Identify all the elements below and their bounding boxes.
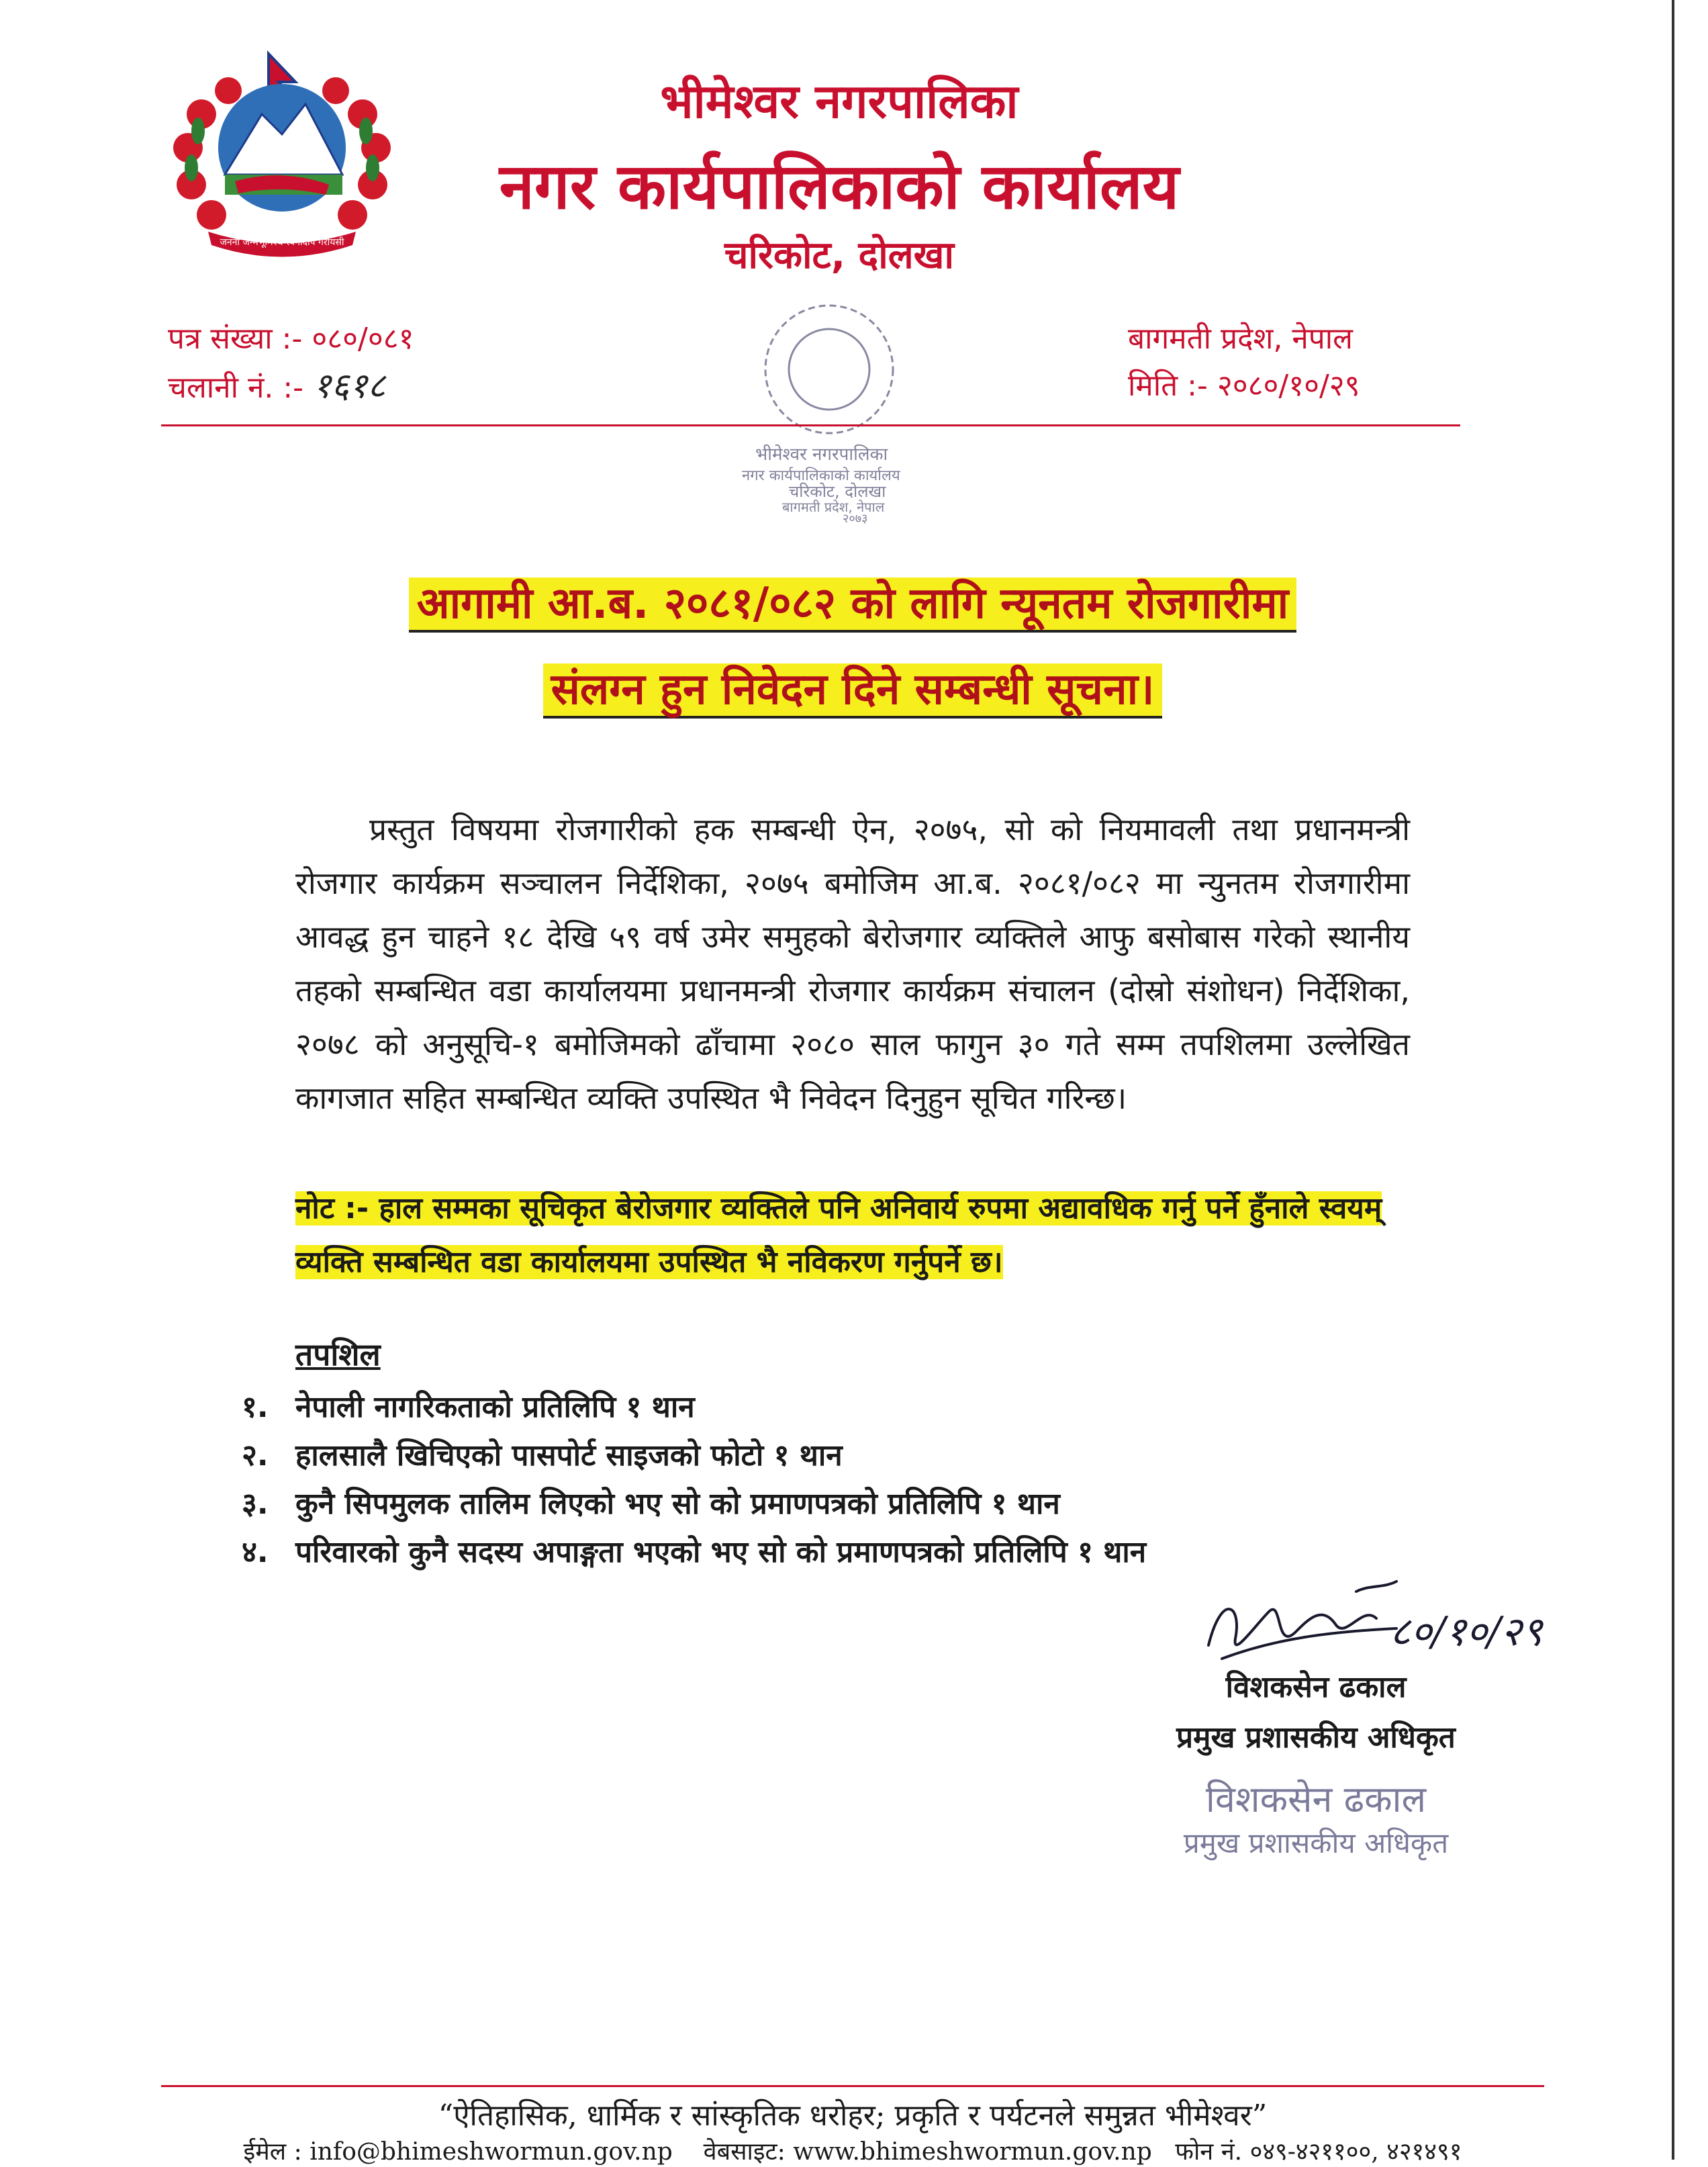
office-name: नगर कार्यपालिकाको कार्यालय [499, 150, 1180, 224]
footer-contact [161, 2134, 1544, 2167]
notice-note [295, 1182, 1410, 1289]
stamp-line4: बागमती प्रदेश, नेपाल [782, 499, 885, 515]
municipality-name: भीमेश्वर नगरपालिका [660, 74, 1018, 129]
stamp-line1: भीमेश्वर नगरपालिका [755, 445, 888, 465]
list-item-number: २. [242, 1438, 269, 1473]
website-link[interactable]: www.bhimeshwormun.gov.np [793, 2138, 1152, 2166]
province-label: बागमती प्रदेश, नेपाल [1128, 322, 1353, 356]
phone-number: ०४९-४२११००, ४२१४९१ [1249, 2138, 1462, 2166]
email-link[interactable]: info@bhimeshwormun.gov.np [310, 2138, 673, 2166]
list-item-number: १. [242, 1390, 269, 1424]
emblem-motto: जननी जन्मभूमिश्च स्वर्गादपि गरीयसी [220, 237, 344, 248]
subject-line1: आगामी आ.ब. २०८१/०८२ को लागि न्यूनतम रोजगारीमा [409, 578, 1297, 633]
handwritten-signature-icon [1195, 1565, 1571, 1679]
date-label: मिति :- [1128, 369, 1208, 403]
name-stamp: विशकसेन ढकाल [1205, 1778, 1427, 1820]
signatory-title: प्रमुख प्रशासकीय अधिकृत [1176, 1720, 1456, 1755]
scan-edge-line [1672, 0, 1674, 2160]
office-location: चरिकोट, दोलखा [724, 234, 954, 277]
stamp-line2: नगर कार्यपालिकाको कार्यालय [742, 467, 900, 484]
dispatch-number-row [168, 363, 414, 412]
header-divider [161, 424, 1460, 426]
title-stamp: प्रमुख प्रशासकीय अधिकृत [1183, 1827, 1449, 1859]
tapasil-heading: तपशिल [295, 1336, 381, 1373]
meta-right [1128, 316, 1360, 410]
dispatch-number-label: चलानी नं. :- [168, 371, 304, 405]
office-stamp-icon [728, 282, 957, 524]
footer-divider [161, 2085, 1544, 2087]
list-item-text: हालसालै खिचिएको पासपोर्ट साइजको फोटो १ थान [295, 1438, 843, 1473]
tapasil-list [242, 1383, 1146, 1577]
list-item [242, 1383, 1146, 1432]
list-item [242, 1480, 1146, 1528]
nepal-emblem-icon [161, 40, 403, 269]
list-item [242, 1528, 1146, 1577]
footer-slogan: “ऐतिहासिक, धार्मिक र सांस्कृतिक धरोहर; प्रकृति र पर्यटनले समुन्नत भीमेश्वर” [438, 2099, 1268, 2133]
body-paragraph: प्रस्तुत विषयमा रोजगारीको हक सम्बन्धी ऐन, २०७५, सो को नियमावली तथा प्रधानमन्त्री रोजगार कार्यक्रम सञ्चालन निर्देशिका, २०७५ बमोजिम आ.ब. २०८१/०८२ मा न्युनतम रोजगारीमा आवद्ध हुन चाहने १८ देखि ५९ वर्ष उमेर समुहको बेरोजगार व्यक्तिले आफु बसोबास गरेको स्थानीय तहको सम्बन्धित वडा कार्यालयमा प्रधानमन्त्री रोजगार कार्यक्रम संचालन (दोस्रो संशोधन) निर्देशिका, २०७८ को अनुसूचि-१ बमोजिमको ढाँचामा २०८० साल फागुन ३० गते सम्म तपशिलमा उल्लेखित कागजात सहित सम्बन्धित व्यक्ति उपस्थित भै निवेदन दिनुहुन सूचित गरिन्छ। [295, 811, 1410, 1116]
notice-body [295, 802, 1410, 1125]
date-row [1128, 363, 1360, 410]
meta-left [168, 316, 414, 412]
stamp-line5: २०७३ [843, 512, 868, 524]
letter-number-label: पत्र संख्या :- [168, 322, 303, 356]
list-item-number: ४. [242, 1535, 269, 1569]
note-text: नोट :- हाल सम्मका सूचिकृत बेरोजगार व्यक्तिले पनि अनिवार्य रुपमा अद्यावधिक गर्नु पर्ने हुँनाले स्वयम् व्यक्ति सम्बन्धित वडा कार्यालयमा उपस्थित भै नविकरण गर्नुपर्ने छ। [295, 1191, 1382, 1279]
signatory-name: विशकसेन ढकाल [1225, 1670, 1407, 1704]
date-value: २०८०/१०/२९ [1217, 369, 1360, 403]
subject-line2: संलग्न हुन निवेदन दिने सम्बन्धी सूचना। [543, 663, 1163, 719]
dispatch-number-value: १६१८ [313, 366, 386, 406]
website-label: वेबसाइट: [703, 2138, 786, 2166]
stamp-line3: चरिकोट, दोलखा [789, 482, 886, 501]
list-item-text: कुनै सिपमुलक तालिम लिएको भए सो को प्रमाणपत्रको प्रतिलिपि १ थान [295, 1487, 1060, 1521]
email-label: ईमेल : [243, 2138, 302, 2166]
list-item-text: परिवारको कुनै सदस्य अपाङ्गता भएको भए सो को प्रमाणपत्रको प्रतिलिपि १ थान [295, 1535, 1147, 1569]
letter-number-row [168, 316, 414, 363]
list-item [242, 1432, 1146, 1480]
list-item-number: ३. [242, 1487, 269, 1521]
phone-label: फोन नं. [1175, 2138, 1243, 2166]
notice-subject [295, 561, 1410, 733]
signature-date: ८०/१०/२९ [1390, 1608, 1543, 1655]
list-item-text: नेपाली नागरिकताको प्रतिलिपि १ थान [295, 1390, 695, 1424]
letter-number-value: ०८०/०८१ [312, 322, 414, 356]
